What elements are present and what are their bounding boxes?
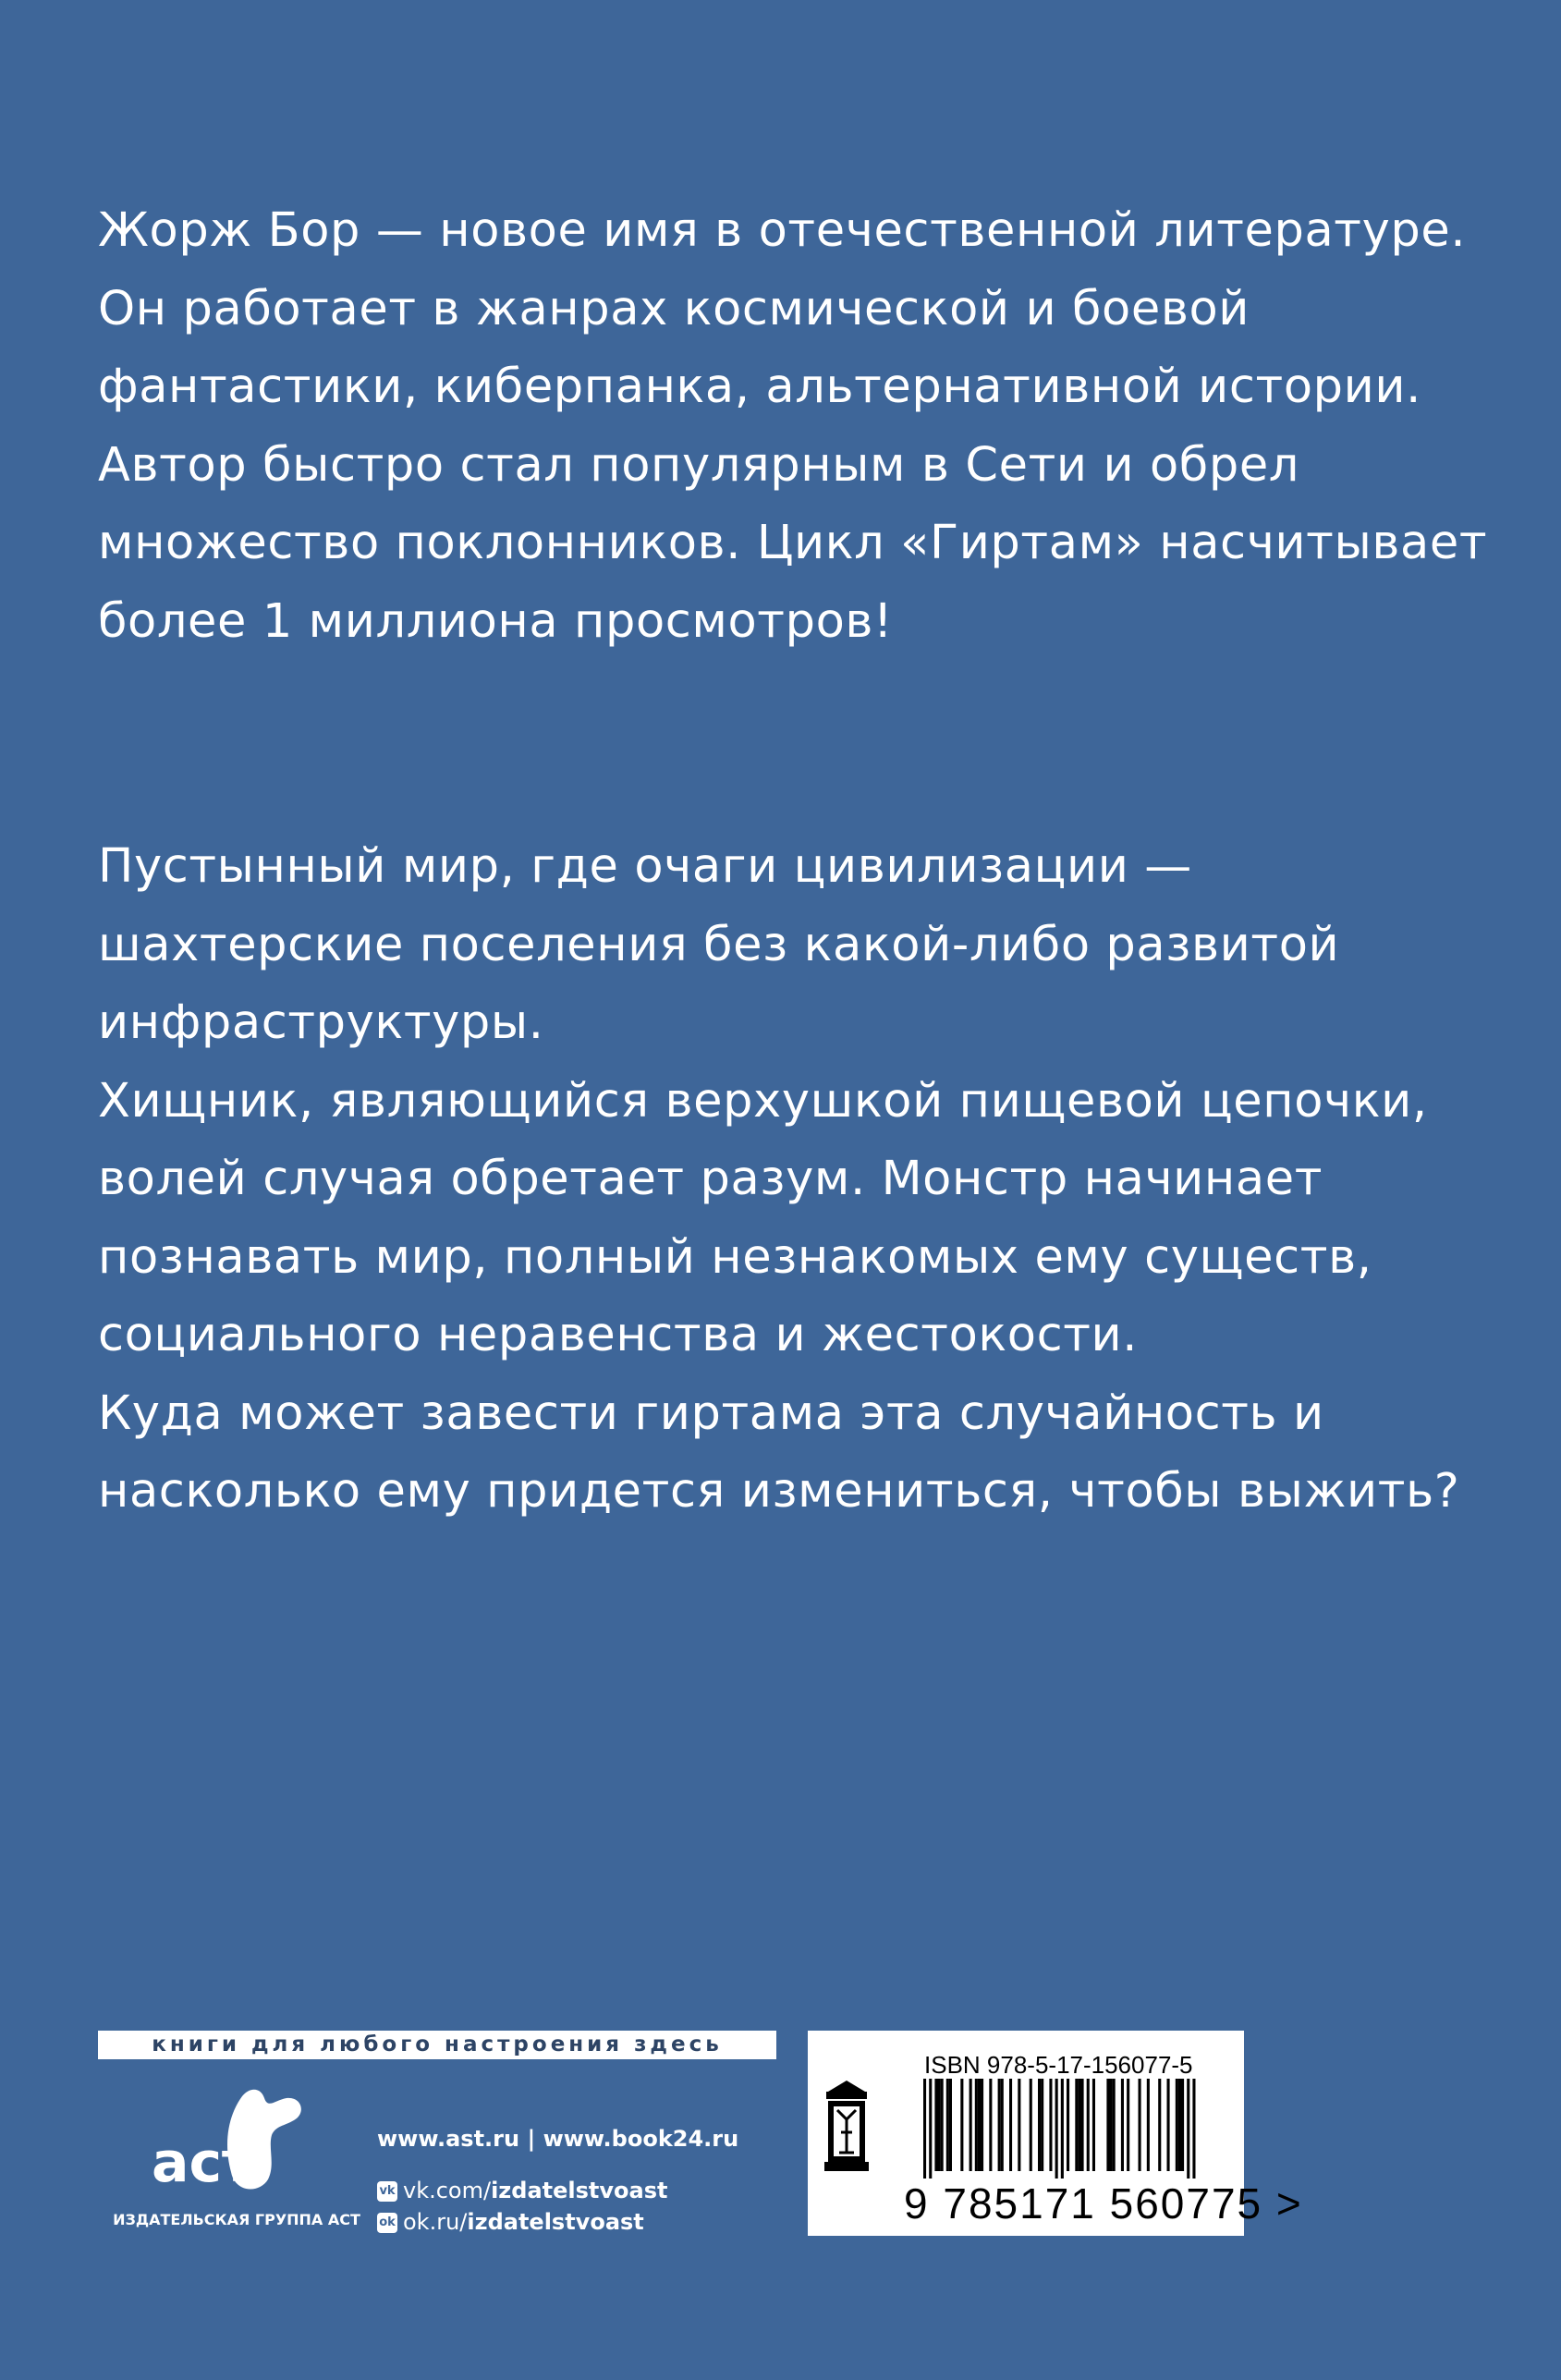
barcode-bar — [1092, 2079, 1095, 2171]
barcode-bar — [1139, 2079, 1141, 2171]
barcode-bar — [1078, 2079, 1080, 2171]
text-line: Он работает в жанрах космической и боевой — [98, 281, 1250, 336]
barcode-bar — [946, 2079, 949, 2171]
barcode-bar — [949, 2079, 952, 2171]
barcode-bar — [1167, 2079, 1170, 2171]
ok-prefix: ok.ru/ — [403, 2209, 468, 2235]
publisher-name: ИЗДАТЕЛЬСКАЯ ГРУППА АСТ — [113, 2211, 360, 2228]
text-line: Жорж Бор — новое имя в отечественной литературе. — [98, 203, 1467, 258]
text-line: Пустынный мир, где очаги цивилизации — — [98, 839, 1192, 894]
text-line: инфраструктуры. — [98, 995, 544, 1050]
barcode-bar — [970, 2079, 972, 2171]
barcode-bar — [1067, 2079, 1069, 2171]
vk-link[interactable] — [377, 2178, 667, 2203]
publisher-tagline: книги для любого настроения здесь — [98, 2031, 776, 2059]
barcode-bar — [1075, 2079, 1078, 2171]
barcode-bar — [1001, 2079, 1004, 2171]
text-line: познавать мир, полный незнакомых ему существ, — [98, 1229, 1372, 1285]
ast-logo — [120, 2080, 333, 2200]
barcode-bar — [929, 2079, 932, 2179]
vk-icon: vk — [377, 2181, 397, 2202]
barcode-bar — [1178, 2079, 1181, 2171]
barcode-bar — [1061, 2079, 1064, 2179]
text-line: волей случая обретает разум. Монстр начинает — [98, 1152, 1323, 1206]
text-line: Автор быстро стал популярным в Сети и обрел — [98, 437, 1300, 493]
barcode-bar — [1187, 2079, 1189, 2179]
barcode-bar — [989, 2079, 992, 2171]
barcode-bar — [1113, 2079, 1116, 2171]
barcode-bar — [1049, 2079, 1052, 2171]
barcode-bar — [1192, 2079, 1195, 2179]
text-line: Куда может завести гиртама эта случайность и — [98, 1385, 1324, 1441]
vk-handle: izdatelstvoast — [491, 2178, 668, 2203]
barcode-bar — [1081, 2079, 1084, 2171]
barcode-bar — [1158, 2079, 1161, 2171]
text-line: более 1 миллиона просмотров! — [98, 593, 894, 649]
lantern-icon — [819, 2079, 874, 2175]
barcode-bar — [960, 2079, 963, 2171]
publisher-links — [377, 2126, 739, 2235]
barcode-bar — [975, 2079, 978, 2171]
barcode-panel — [808, 2031, 1303, 2236]
text-line: множество поклонников. Цикл «Гиртам» насчитывает — [98, 516, 1488, 570]
vk-prefix: vk.com/ — [403, 2178, 492, 2203]
isbn-label: ISBN 978-5-17-156077-5 — [924, 2051, 1193, 2079]
barcode-bar — [923, 2079, 926, 2179]
barcode-bar — [934, 2079, 937, 2171]
barcode-bar — [1176, 2079, 1178, 2171]
isbn-digits: 9 785171 560775 > — [904, 2179, 1303, 2227]
barcode-bar — [938, 2079, 941, 2171]
barcode-bar — [1018, 2079, 1020, 2171]
barcode-bar — [978, 2079, 981, 2171]
author-description — [98, 192, 1487, 661]
barcode-bar — [1041, 2079, 1043, 2171]
barcode-bar — [1147, 2079, 1150, 2171]
logo-text: аст — [152, 2130, 254, 2195]
barcode-bar — [1055, 2079, 1058, 2179]
barcode-bar — [1127, 2079, 1129, 2171]
ok-icon: ok — [377, 2213, 397, 2233]
website-links[interactable]: www.ast.ru | www.book24.ru — [377, 2126, 739, 2152]
text-line: насколько ему придется измениться, чтобы выжить? — [98, 1464, 1460, 1519]
barcode-bar — [1009, 2079, 1012, 2171]
ok-handle: izdatelstvoast — [467, 2209, 644, 2235]
barcode-bar — [1030, 2079, 1032, 2171]
book-synopsis — [98, 828, 1459, 1532]
ok-link[interactable] — [377, 2209, 644, 2235]
barcode-bar — [998, 2079, 1001, 2171]
barcode-bar — [1121, 2079, 1124, 2171]
barcode-bar — [1087, 2079, 1090, 2171]
barcode-bar — [981, 2079, 983, 2171]
barcode-bar — [1038, 2079, 1041, 2171]
barcode — [923, 2079, 1219, 2179]
barcode-bar — [1106, 2079, 1109, 2171]
text-line: шахтерские поселения без какой-либо развитой — [98, 917, 1340, 972]
text-line: фантастики, киберпанка, альтернативной истории. — [98, 360, 1421, 414]
barcode-bar — [1110, 2079, 1113, 2171]
text-line: социального неравенства и жестокости. — [98, 1308, 1139, 1362]
text-line: Хищник, являющийся верхушкой пищевой цепочки, — [98, 1073, 1428, 1129]
barcode-bar — [941, 2079, 944, 2171]
barcode-bar — [1181, 2079, 1184, 2171]
